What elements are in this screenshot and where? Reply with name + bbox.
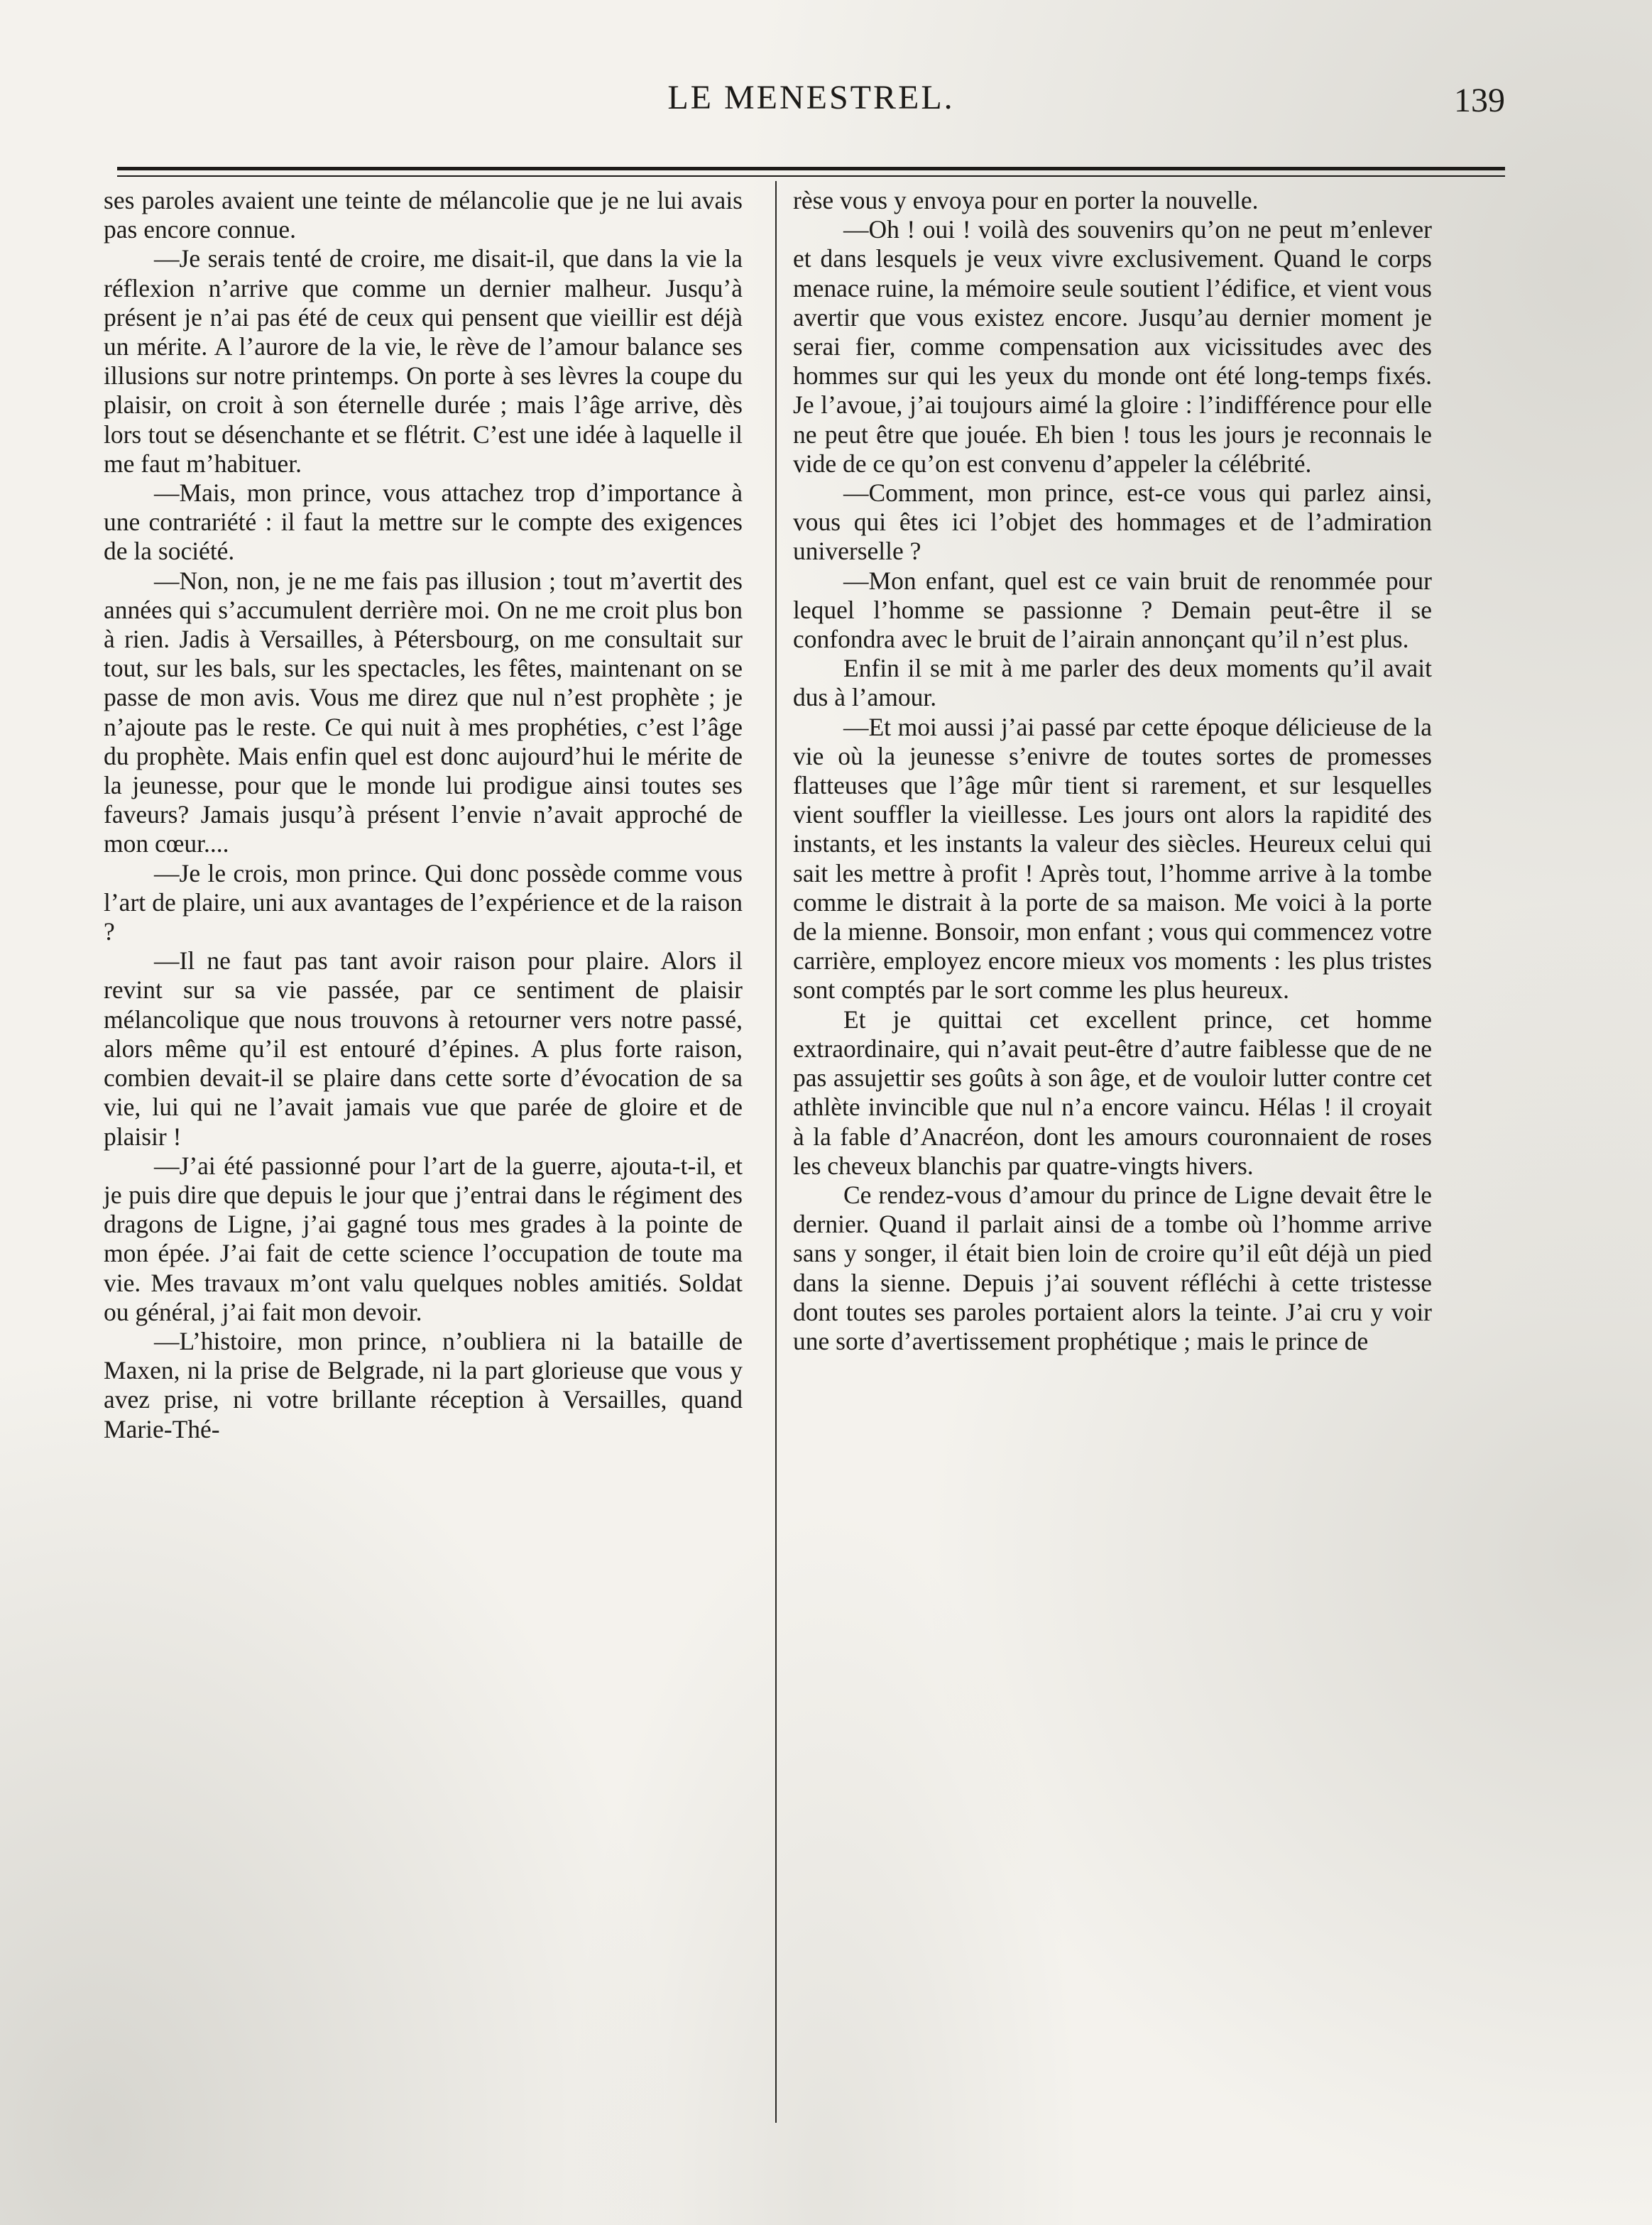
paragraph: Et je quittai cet excellent prince, cet homme extraordinaire, qui n’avait peut-être d’autre faiblesse que de ne pas assujettir ses goûts à son âge, et de vouloir lutter contre cet athlète invincible que nul n’a encore vaincu. Hélas ! il croyait à la fable d’Anacréon, dont les amours couronnaient de roses les cheveux blanchis par quatre-vingts hivers. <box>793 1005 1432 1180</box>
paragraph: Enfin il se mit à me parler des deux moments qu’il avait dus à l’amour. <box>793 654 1432 712</box>
column-divider <box>775 181 777 2123</box>
paragraph: —Oh ! oui ! voilà des souvenirs qu’on ne peut m’enlever et dans lesquels je veux vivre exclusivement. Quand le corps menace ruine, la mémoire seule soutient l’édifice, et vient vous avertir que vous existez encore. Jusqu’au dernier moment je serai fier, comme compensation aux vicissitudes avec des hommes sur qui les yeux du monde ont été long-temps fixés. Je l’avoue, j’ai toujours aimé la gloire : l’indifférence pour elle ne peut être que jouée. Eh bien ! tous les jours je reconnais le vide de ce qu’on est convenu d’appeler la célébrité. <box>793 215 1432 478</box>
paragraph: rèse vous y envoya pour en porter la nouvelle. <box>793 186 1259 214</box>
paragraph: —Je le crois, mon prince. Qui donc possède comme vous l’art de plaire, uni aux avantages de l’expérience et de la raison ? <box>104 858 743 946</box>
paragraph: —Il ne faut pas tant avoir raison pour plaire. Alors il revint sur sa vie passée, par ce sentiment de plaisir mélancolique que nous trouvons à retourner vers notre passé, alors même qu’il est entouré d’épines. A plus forte raison, combien devait-il se plaire dans cette sorte d’évocation de sa vie, lui qui ne l’avait jamais vue que parée de gloire et de plaisir ! <box>104 946 743 1151</box>
paragraph: —Je serais tenté de croire, me disait-il, que dans la vie la réflexion n’arrive que comme un dernier malheur. Jusqu’à présent je n’ai pas été de ceux qui pensent que vieillir est déjà un mérite. A l’aurore de la vie, le rève de l’amour balance ses illusions sur notre printemps. On porte à ses lèvres la coupe du plaisir, on croit à son éternelle durée ; mais l’âge arrive, dès lors tout se désenchante et se flétrit. C’est une idée à laquelle il me faut m’habituer. <box>104 244 743 478</box>
paragraph: —Non, non, je ne me fais pas illusion ; tout m’avertit des années qui s’accumulent derrière moi. On ne me croit plus bon à rien. Jadis à Versailles, à Pétersbourg, on me consultait sur tout, sur les bals, sur les spectacles, les fêtes, maintenant on se passe de mon avis. Vous me direz que nul n’est prophète ; je n’ajoute pas le reste. Ce qui nuit à mes prophéties, c’est l’âge du prophète. Mais enfin quel est donc aujourd’hui le mérite de la jeunesse, pour que le monde lui prodigue ainsi toutes ses faveurs? Jamais jusqu’à présent l’envie n’avait approché de mon cœur.... <box>104 566 743 858</box>
left-column <box>104 186 743 1444</box>
paragraph: —Mais, mon prince, vous attachez trop d’importance à une contrariété : il faut la mettre sur le compte des exigences de la société. <box>104 479 743 566</box>
paragraph: —Et moi aussi j’ai passé par cette époque délicieuse de la vie où la jeunesse s’enivre de toutes sortes de promesses flatteuses que l’âge mûr tient si rarement, et sur lesquelles vient souffler la vieillesse. Les jours ont alors la rapidité des instants, et les instants la valeur des siècles. Heureux celui qui sait les mettre à profit ! Après tout, l’homme arrive à la tombe comme le distrait à la porte de sa maison. Me voici à la porte de la mienne. Bonsoir, mon enfant ; vous qui commencez votre carrière, employez encore mieux vos moments : les plus tristes sont comptés par le sort comme les plus heureux. <box>793 712 1432 1005</box>
paragraph: —J’ai été passionné pour l’art de la guerre, ajouta-t-il, et je puis dire que depuis le jour que j’entrai dans le régiment des dragons de Ligne, j’ai gagné tous mes grades à la pointe de mon épée. J’ai fait de cette science l’occupation de toute ma vie. Mes travaux m’ont valu quelques nobles amitiés. Soldat ou général, j’ai fait mon devoir. <box>104 1151 743 1326</box>
page-number: 139 <box>1454 82 1505 119</box>
header-rule-thin <box>117 175 1505 177</box>
header-rule-thick <box>117 167 1505 170</box>
paragraph: ses paroles avaient une teinte de mélancolie que je ne lui avais pas encore connue. <box>104 186 743 244</box>
page-header <box>117 78 1505 135</box>
paragraph: Ce rendez-vous d’amour du prince de Ligne devait être le dernier. Quand il parlait ainsi de a tombe où l’homme arrive sans y songer, il était bien loin de croire qu’il eût déjà un pied dans la sienne. Depuis j’ai souvent réfléchi à cette tristesse dont toutes ses paroles portaient alors la teinte. J’ai cru y voir une sorte d’avertissement prophétique ; mais le prince de <box>793 1180 1432 1355</box>
journal-title: LE MENESTREL. <box>667 79 955 116</box>
paragraph: —Mon enfant, quel est ce vain bruit de renommée pour lequel l’homme se passionne ? Demain peut-être il se confondra avec le bruit de l’airain annonçant qu’il n’est plus. <box>793 566 1432 654</box>
paragraph: —Comment, mon prince, est-ce vous qui parlez ainsi, vous qui êtes ici l’objet des hommages et de l’admiration universelle ? <box>793 479 1432 566</box>
paragraph: —L’histoire, mon prince, n’oubliera ni la bataille de Maxen, ni la prise de Belgrade, ni la part glorieuse que vous y avez prise, ni votre brillante réception à Versailles, quand Marie-Thé- <box>104 1326 743 1443</box>
right-column <box>793 186 1432 1356</box>
